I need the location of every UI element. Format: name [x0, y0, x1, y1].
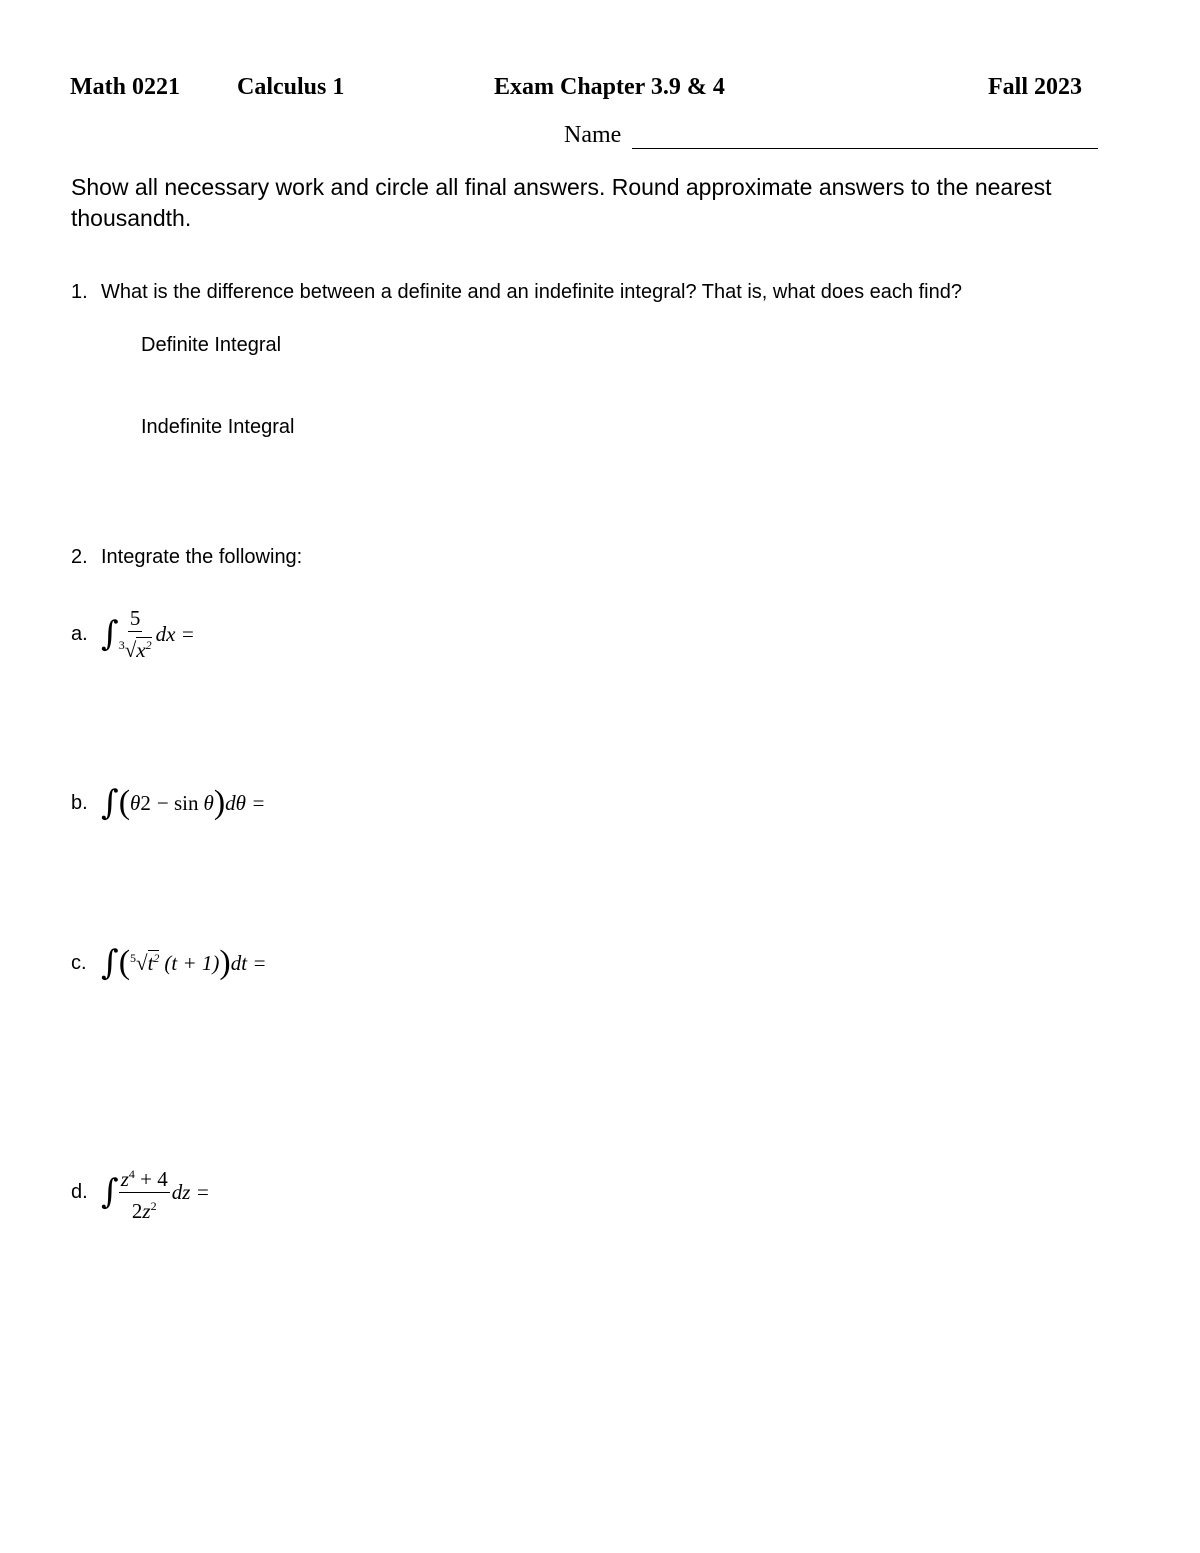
exam-title: Exam Chapter 3.9 & 4: [494, 74, 725, 100]
q2b-var2: θ: [203, 790, 214, 815]
course-title: Calculus 1: [237, 74, 345, 100]
q2d-fraction: [119, 1161, 170, 1224]
integral-sign-icon: ∫: [101, 1172, 119, 1212]
q2d-tail: dz =: [171, 1179, 210, 1204]
integral-sign-icon: ∫: [101, 783, 119, 823]
open-paren-icon: (: [118, 944, 131, 981]
q2b-problem: [71, 778, 265, 828]
q2b-var: θ: [130, 790, 141, 815]
q1-definite-label: Definite Integral: [141, 334, 282, 356]
q2b-minus-sin: − sin: [156, 790, 199, 815]
q2d-numerator: $z^4 + 4$: [119, 1161, 170, 1193]
integral-sign-icon: ∫: [101, 614, 119, 654]
q2a-denominator: $^3√x^2$: [118, 638, 152, 662]
q2d-label: d.: [71, 1180, 88, 1203]
q2a-label: a.: [71, 622, 88, 645]
open-paren-icon: (: [118, 784, 131, 821]
q2a-root-index: 3: [118, 638, 125, 652]
q2-number: 2.: [71, 546, 88, 568]
q2b-exp: 2: [140, 790, 151, 815]
q2a-numerator: 5: [129, 606, 141, 630]
q2c-factor: (t + 1): [164, 950, 220, 975]
course-number: Math 0221: [70, 74, 180, 100]
q2d-denominator: $2z^2$: [131, 1198, 157, 1223]
q2b-tail: dθ =: [225, 790, 266, 815]
q2c-tail: dt =: [230, 950, 267, 975]
exam-term: Fall 2023: [988, 74, 1082, 100]
close-paren-icon: ): [213, 784, 226, 821]
close-paren-icon: ): [219, 944, 231, 981]
name-label: Name: [564, 122, 622, 148]
q2c-radicand: $t^2$: [147, 950, 160, 975]
q1-number: 1.: [71, 281, 88, 303]
name-blank-line[interactable]: [632, 148, 1098, 149]
q2-text: Integrate the following:: [101, 546, 303, 568]
q2c-problem: [71, 938, 267, 988]
instructions: Show all necessary work and circle all final answers. Round approximate answers to the nearest thousandth.: [71, 174, 1052, 231]
q2a-fraction: [119, 605, 152, 663]
q2a-radicand: $x^2$: [136, 638, 152, 662]
q2c-label: c.: [71, 951, 87, 974]
q1-indefinite-label: Indefinite Integral: [141, 416, 295, 438]
q2b-label: b.: [71, 791, 88, 814]
q2a-problem: [71, 598, 195, 670]
q2c-root-index: 5: [130, 950, 137, 965]
q2c-root: $^5√t^2$: [130, 950, 160, 975]
q1-text: What is the difference between a definite and an indefinite integral? That is, what does each find?: [101, 281, 962, 303]
q2a-tail: dx =: [155, 621, 195, 646]
integral-sign-icon: ∫: [101, 943, 119, 983]
q2d-problem: [71, 1162, 210, 1222]
